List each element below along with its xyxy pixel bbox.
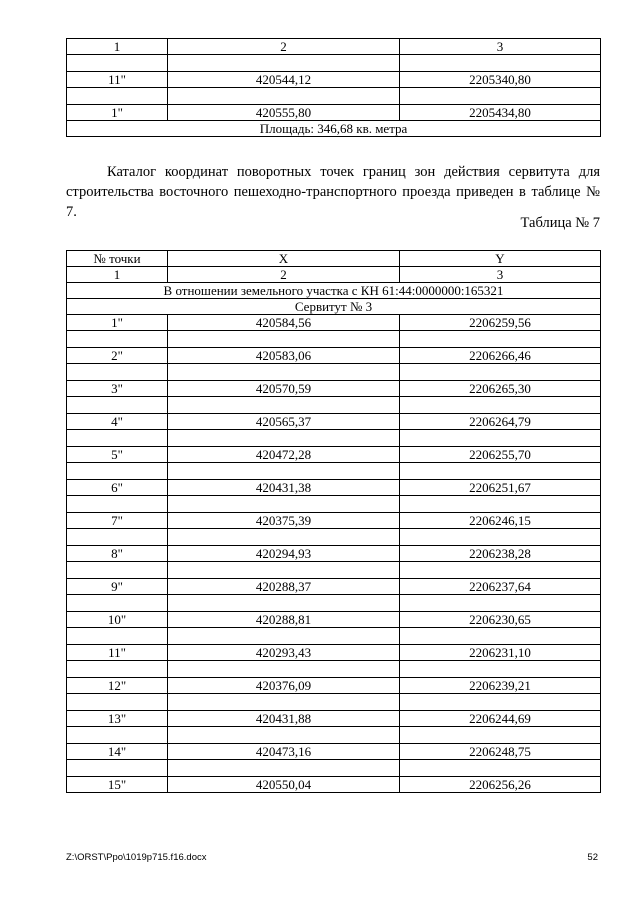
point-cell: 9": [67, 579, 168, 595]
table-row: [67, 447, 601, 463]
table-row: [67, 105, 601, 121]
y-cell: 2206251,67: [400, 480, 601, 496]
table-row: [67, 612, 601, 628]
point-cell: 7": [67, 513, 168, 529]
table-row: [67, 744, 601, 760]
x-cell: 420473,16: [168, 744, 400, 760]
y-cell: 2206248,75: [400, 744, 601, 760]
y-cell: 2205340,80: [400, 72, 601, 88]
x-cell: 420288,81: [168, 612, 400, 628]
table-row: [67, 546, 601, 562]
column-number-2: 2: [168, 39, 400, 55]
column-number-2: 2: [168, 267, 400, 283]
y-cell: 2206265,30: [400, 381, 601, 397]
table-row: [67, 579, 601, 595]
x-cell: 420376,09: [168, 678, 400, 694]
column-number-row: [67, 39, 601, 55]
point-cell: 8": [67, 546, 168, 562]
point-cell: 1": [67, 105, 168, 121]
spacer-row: [67, 88, 601, 105]
header-y: Y: [400, 251, 601, 267]
spacer-row: [67, 529, 601, 546]
y-cell: 2206264,79: [400, 414, 601, 430]
spacer-row: [67, 496, 601, 513]
table-row: [67, 348, 601, 364]
x-cell: 420431,38: [168, 480, 400, 496]
x-cell: 420293,43: [168, 645, 400, 661]
area-cell: Площадь: 346,68 кв. метра: [67, 121, 601, 137]
spacer-row: [67, 55, 601, 72]
spacer-row: [67, 595, 601, 612]
table-row: [67, 381, 601, 397]
point-cell: 15": [67, 777, 168, 793]
table-row: [67, 513, 601, 529]
column-number-1: 1: [67, 267, 168, 283]
x-cell: 420544,12: [168, 72, 400, 88]
y-cell: 2206259,56: [400, 315, 601, 331]
point-cell: 11": [67, 72, 168, 88]
table-row: [67, 645, 601, 661]
spacer-row: [67, 463, 601, 480]
x-cell: 420565,37: [168, 414, 400, 430]
spacer-row: [67, 562, 601, 579]
table-row: [67, 414, 601, 430]
point-cell: 1": [67, 315, 168, 331]
y-cell: 2206231,10: [400, 645, 601, 661]
point-cell: 4": [67, 414, 168, 430]
header-point: № точки: [67, 251, 168, 267]
footer-file-path: Z:\ORST\Ppo\1019p715.f16.docx: [66, 852, 207, 863]
y-cell: 2206230,65: [400, 612, 601, 628]
x-cell: 420583,06: [168, 348, 400, 364]
y-cell: 2205434,80: [400, 105, 601, 121]
table-row: [67, 480, 601, 496]
point-cell: 14": [67, 744, 168, 760]
table-row: [67, 72, 601, 88]
point-cell: 12": [67, 678, 168, 694]
x-cell: 420431,88: [168, 711, 400, 727]
x-cell: 420472,28: [168, 447, 400, 463]
paragraph-text: Каталог координат поворотных точек границ зон действия сервитута для строительства восточного пешеходно-транспортного проезда приведен в таблице № 7.: [66, 164, 600, 220]
column-number-3: 3: [400, 267, 601, 283]
table-caption: Таблица № 7: [520, 215, 600, 231]
table-row: [67, 315, 601, 331]
spacer-row: [67, 727, 601, 744]
spacer-row: [67, 364, 601, 381]
table-row: [67, 678, 601, 694]
column-number-row: [67, 267, 601, 283]
y-cell: 2206266,46: [400, 348, 601, 364]
spacer-row: [67, 661, 601, 678]
footer-page-number: 52: [587, 852, 598, 863]
x-cell: 420550,04: [168, 777, 400, 793]
spacer-row: [67, 760, 601, 777]
point-cell: 2": [67, 348, 168, 364]
servitude-row: [67, 299, 601, 315]
point-cell: 10": [67, 612, 168, 628]
servitude-cell: Сервитут № 3: [67, 299, 601, 315]
table-row: [67, 711, 601, 727]
parcel-cell: В отношении земельного участка с КН 61:44:0000000:165321: [67, 283, 601, 299]
area-row: [67, 121, 601, 137]
header-x: X: [168, 251, 400, 267]
x-cell: 420294,93: [168, 546, 400, 562]
header-row: [67, 251, 601, 267]
column-number-1: 1: [67, 39, 168, 55]
spacer-row: [67, 331, 601, 348]
parcel-row: [67, 283, 601, 299]
x-cell: 420584,56: [168, 315, 400, 331]
y-cell: 2206256,26: [400, 777, 601, 793]
point-cell: 5": [67, 447, 168, 463]
point-cell: 13": [67, 711, 168, 727]
x-cell: 420555,80: [168, 105, 400, 121]
spacer-row: [67, 628, 601, 645]
y-cell: 2206244,69: [400, 711, 601, 727]
y-cell: 2206246,15: [400, 513, 601, 529]
x-cell: 420375,39: [168, 513, 400, 529]
y-cell: 2206255,70: [400, 447, 601, 463]
coordinates-table-top: [66, 38, 601, 137]
spacer-row: [67, 430, 601, 447]
y-cell: 2206237,64: [400, 579, 601, 595]
point-cell: 11": [67, 645, 168, 661]
x-cell: 420570,59: [168, 381, 400, 397]
point-cell: 3": [67, 381, 168, 397]
spacer-row: [67, 694, 601, 711]
coordinates-table-main: [66, 250, 601, 793]
y-cell: 2206239,21: [400, 678, 601, 694]
spacer-row: [67, 397, 601, 414]
x-cell: 420288,37: [168, 579, 400, 595]
point-cell: 6": [67, 480, 168, 496]
column-number-3: 3: [400, 39, 601, 55]
table-row: [67, 777, 601, 793]
y-cell: 2206238,28: [400, 546, 601, 562]
